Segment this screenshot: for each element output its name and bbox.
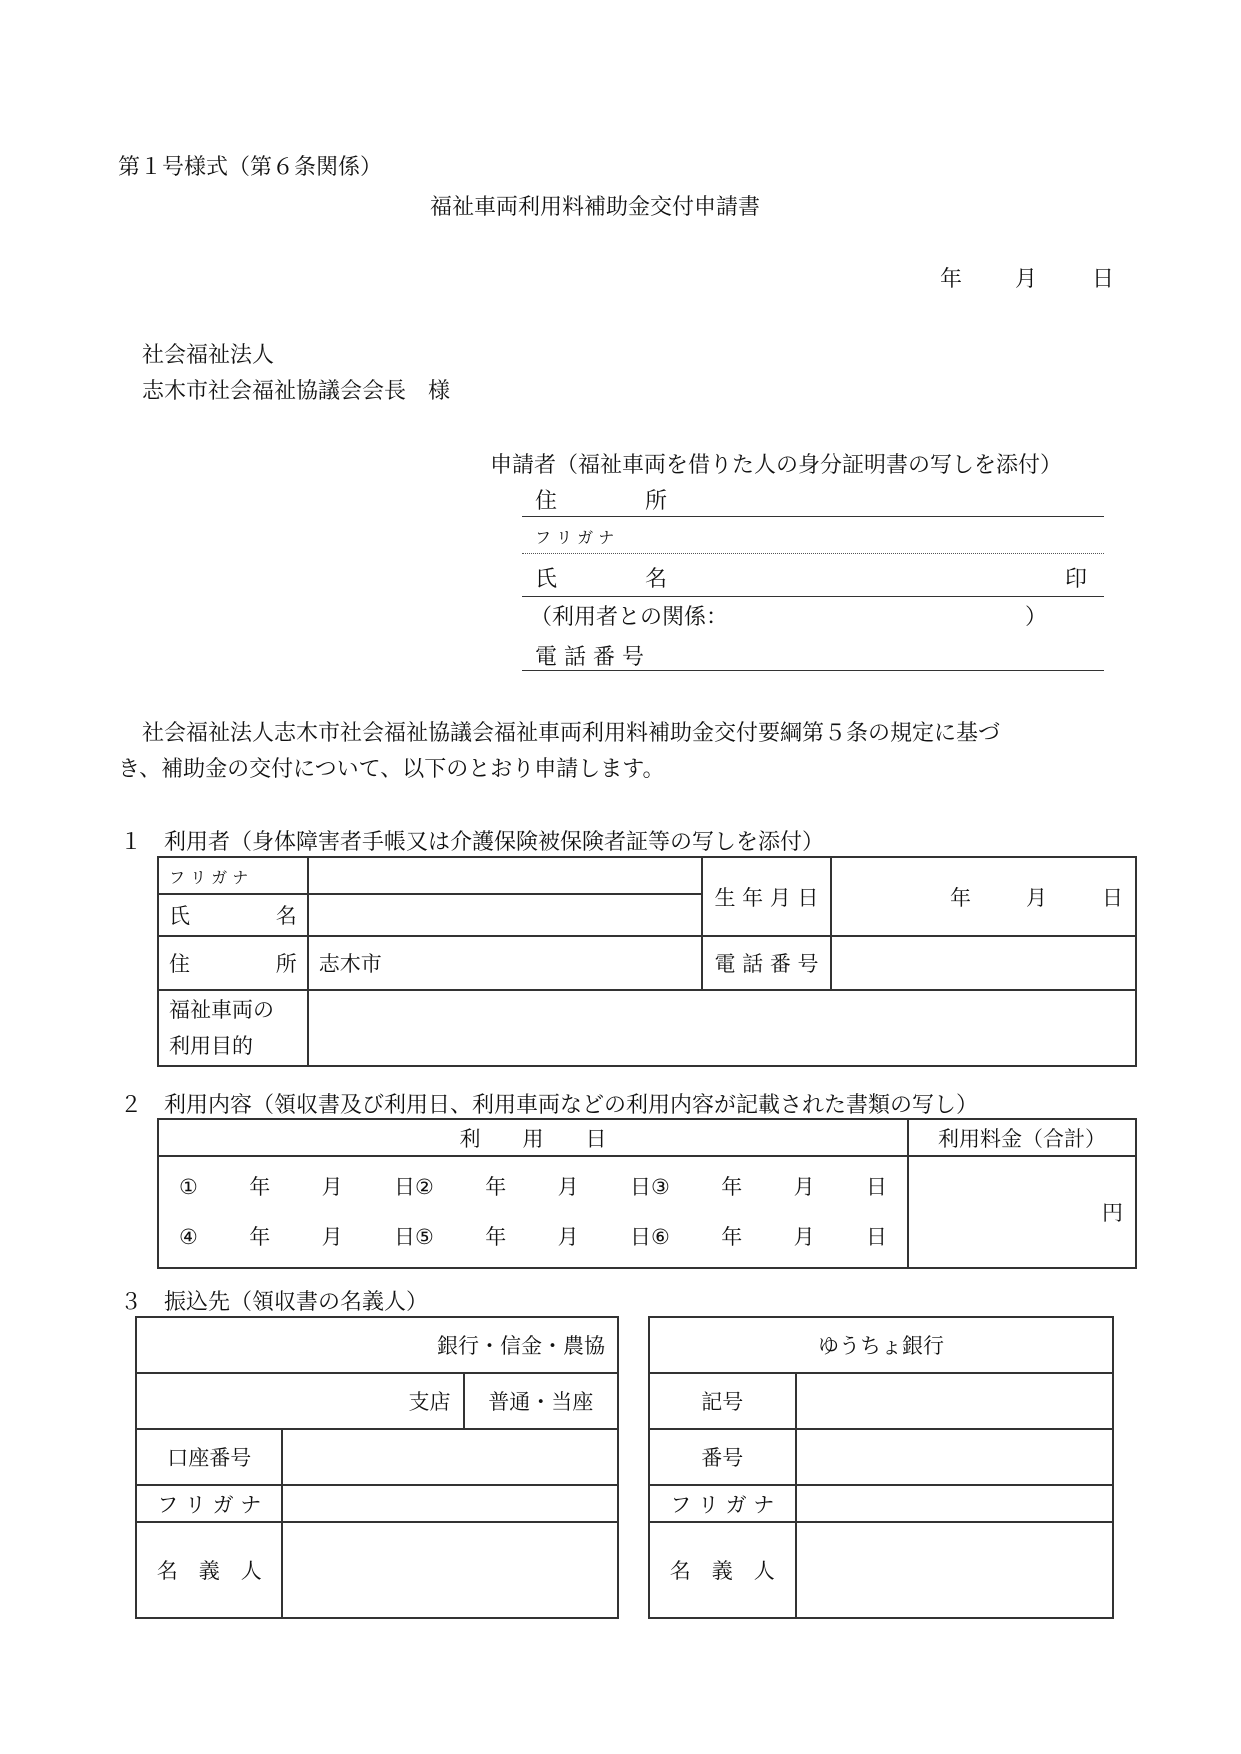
applicant-name-line [522, 596, 1104, 597]
applicant-furigana-label: フ リ ガ ナ [535, 528, 615, 547]
purpose-label: 福祉車両の 利用目的 [158, 990, 308, 1066]
body-text-line2: き、補助金の交付について、以下のとおり申請します。 [118, 757, 665, 782]
applicant-phone-label: 電 話 番 号 [535, 645, 644, 670]
usage-dates-cell[interactable] [158, 1156, 908, 1268]
user-address-field[interactable]: 志木市 [308, 936, 702, 990]
applicant-address-label-b: 所 [645, 489, 668, 514]
account-type-cell[interactable]: 普通・当座 [464, 1373, 618, 1429]
section2-heading: ２ 利用内容（領収書及び利用日、利用車両などの利用内容が記載された書類の写し） [120, 1093, 979, 1118]
section3-heading: ３ 振込先（領収書の名義人） [120, 1290, 429, 1315]
seal-mark: 印 [1065, 567, 1088, 592]
user-furigana-label: フ リ ガ ナ [158, 857, 308, 894]
usage-fee-header: 利用料金（合計） [908, 1119, 1136, 1156]
birthdate-label: 生 年 月 日 [702, 857, 832, 936]
user-name-field[interactable] [308, 894, 702, 936]
relation-label: （利用者との関係： [530, 605, 729, 630]
yen-unit: 円 [1102, 1201, 1123, 1225]
applicant-heading: 申請者（福祉車両を借りた人の身分証明書の写しを添付） [490, 453, 1063, 478]
yucho-kigo-field[interactable] [796, 1373, 1114, 1429]
account-number-field[interactable] [282, 1429, 618, 1485]
usage-date-year: 年 [721, 1175, 743, 1199]
usage-date-year: 年 [485, 1225, 507, 1249]
yucho-holder-label: 名 義 人 [649, 1522, 796, 1618]
date-day: 日 [1092, 267, 1115, 292]
applicant-furigana-line [522, 553, 1104, 554]
applicant-address-line [522, 516, 1104, 517]
user-info-table [157, 856, 1137, 1067]
birth-year: 年 [950, 885, 971, 910]
usage-date-day: 日 [630, 1175, 651, 1199]
yucho-bango-field[interactable] [796, 1429, 1114, 1485]
yucho-table [648, 1316, 1114, 1619]
usage-date-year: 年 [249, 1225, 271, 1249]
relation-close: ） [1025, 605, 1048, 630]
usage-date-row [179, 1162, 887, 1212]
applicant-name-label-b: 名 [645, 567, 668, 592]
usage-date-header: 利 用 日 [158, 1119, 908, 1156]
usage-date-year: 年 [721, 1225, 743, 1249]
bank-holder-field[interactable] [282, 1522, 618, 1618]
body-text-line1: 社会福祉法人志木市社会福祉協議会福祉車両利用料補助金交付要綱第５条の規定に基づ [142, 721, 1001, 746]
usage-date-row [179, 1212, 887, 1262]
applicant-name-label-a: 氏 [535, 567, 558, 592]
usage-date-entry[interactable] [179, 1162, 415, 1212]
bank-furigana-field[interactable] [282, 1485, 618, 1522]
usage-date-month: 月 [321, 1225, 343, 1249]
birthdate-field[interactable] [831, 857, 1136, 936]
usage-date-mark: ② [415, 1175, 434, 1199]
applicant-phone-line [522, 670, 1104, 671]
user-phone-label: 電 話 番 号 [702, 936, 832, 990]
usage-date-entry[interactable] [179, 1212, 415, 1262]
usage-date-entry[interactable] [651, 1162, 887, 1212]
applicant-address-label-a: 住 [535, 489, 558, 514]
usage-date-month: 月 [793, 1175, 815, 1199]
usage-date-entry[interactable] [415, 1162, 651, 1212]
usage-fee-field[interactable] [908, 1156, 1136, 1268]
user-furigana-field[interactable] [308, 857, 702, 894]
usage-table [157, 1118, 1137, 1269]
bank-holder-label: 名 義 人 [136, 1522, 282, 1618]
usage-date-entry[interactable] [415, 1212, 651, 1262]
addressee-line2: 志木市社会福祉協議会会長 様 [142, 379, 451, 404]
usage-date-month: 月 [557, 1175, 579, 1199]
bank-table [135, 1316, 619, 1619]
usage-date-day: 日 [394, 1225, 415, 1249]
usage-date-entry[interactable] [651, 1212, 887, 1262]
usage-date-year: 年 [485, 1175, 507, 1199]
page-title: 福祉車両利用料補助金交付申請書 [430, 195, 761, 220]
branch-cell[interactable]: 支店 [136, 1373, 464, 1429]
usage-date-mark: ⑥ [651, 1225, 670, 1249]
yucho-holder-field[interactable] [796, 1522, 1114, 1618]
usage-date-year: 年 [249, 1175, 271, 1199]
usage-date-day: 日 [866, 1225, 887, 1249]
form-number: 第１号様式（第６条関係） [118, 155, 383, 180]
yucho-bango-label: 番号 [649, 1429, 796, 1485]
user-phone-field[interactable] [831, 936, 1136, 990]
usage-date-day: 日 [866, 1175, 887, 1199]
usage-date-mark: ① [179, 1175, 198, 1199]
usage-date-month: 月 [557, 1225, 579, 1249]
yucho-furigana-field[interactable] [796, 1485, 1114, 1522]
account-number-label: 口座番号 [136, 1429, 282, 1485]
yucho-kigo-label: 記号 [649, 1373, 796, 1429]
bank-furigana-label: フ リ ガ ナ [136, 1485, 282, 1522]
user-name-label: 氏 名 [158, 894, 308, 936]
section1-heading: １ 利用者（身体障害者手帳又は介護保険被保険者証等の写しを添付） [120, 830, 825, 855]
user-address-label: 住 所 [158, 936, 308, 990]
usage-date-day: 日 [394, 1175, 415, 1199]
yucho-furigana-label: フ リ ガ ナ [649, 1485, 796, 1522]
usage-date-month: 月 [321, 1175, 343, 1199]
date-year: 年 [940, 267, 963, 292]
usage-date-month: 月 [793, 1225, 815, 1249]
birth-day: 日 [1102, 885, 1123, 910]
usage-date-mark: ③ [651, 1175, 670, 1199]
usage-date-day: 日 [630, 1225, 651, 1249]
addressee-line1: 社会福祉法人 [142, 343, 275, 368]
birth-month: 月 [1026, 885, 1047, 910]
bank-type-cell[interactable]: 銀行・信金・農協 [136, 1317, 618, 1373]
purpose-field[interactable] [308, 990, 1136, 1066]
yucho-header: ゆうちょ銀行 [649, 1317, 1113, 1373]
usage-date-mark: ⑤ [415, 1225, 434, 1249]
usage-date-mark: ④ [179, 1225, 198, 1249]
date-month: 月 [1015, 267, 1038, 292]
